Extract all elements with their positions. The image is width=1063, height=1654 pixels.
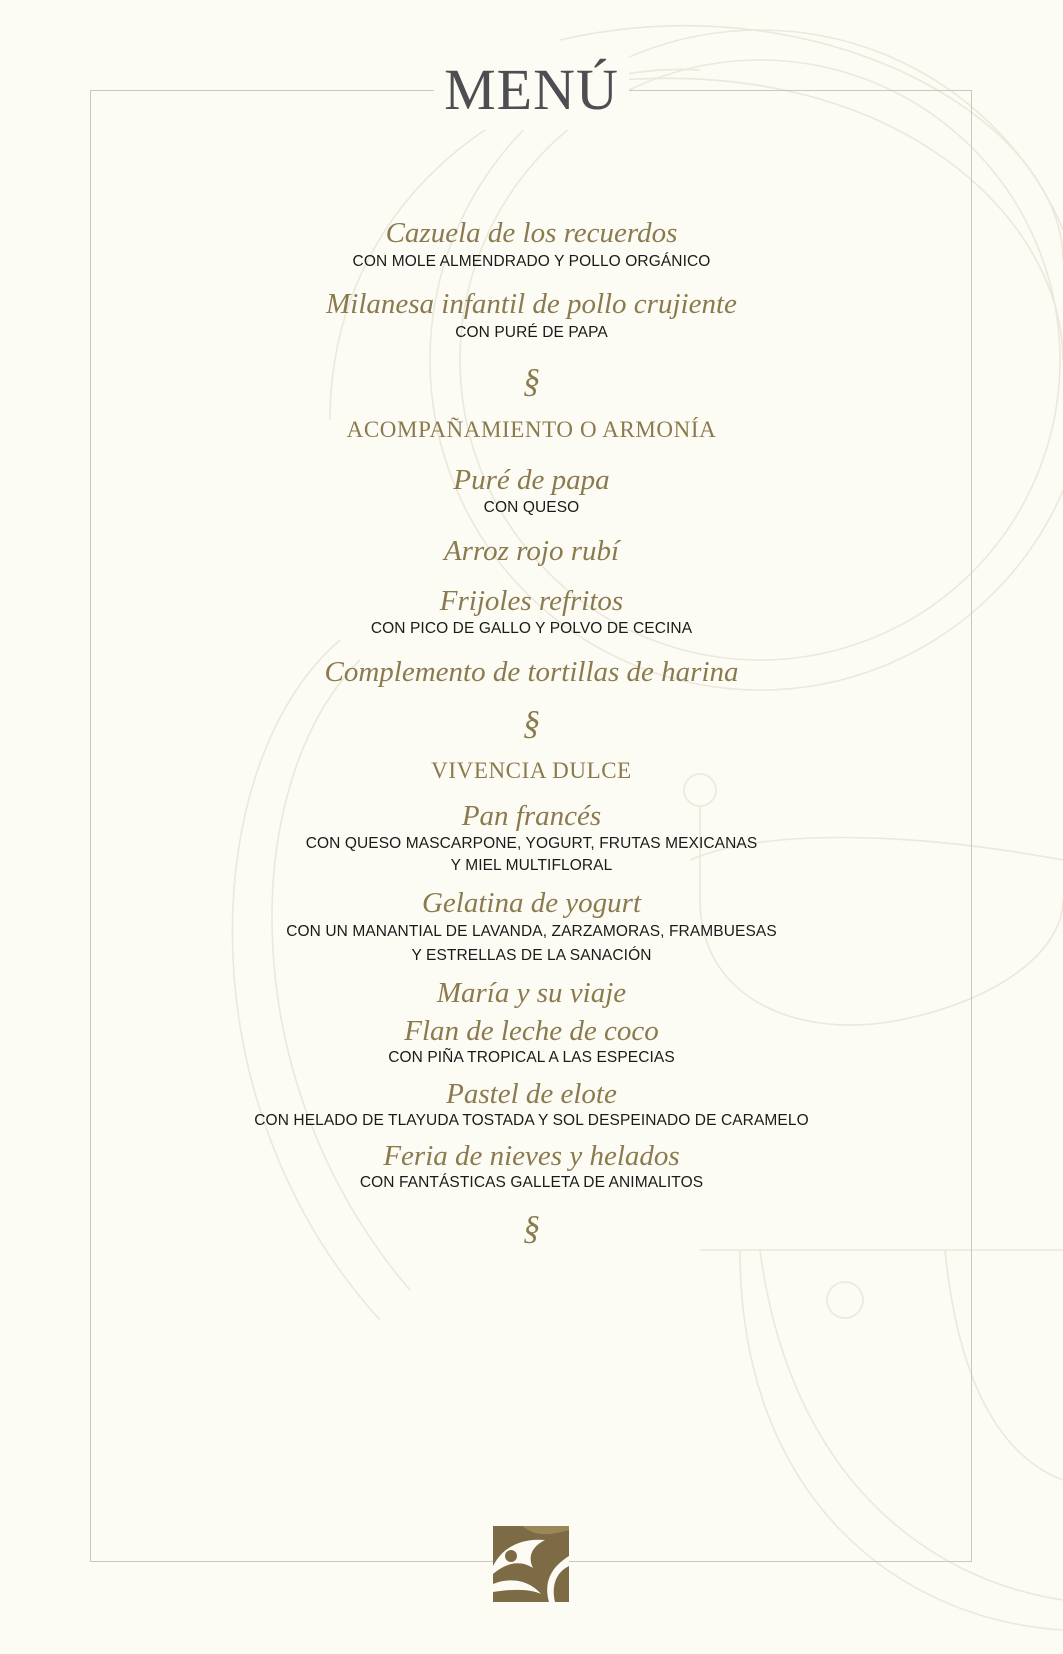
section-heading-dulce: VIVENCIA DULCE	[431, 758, 632, 783]
dish-description: Y MIEL MULTIFLORAL	[450, 857, 613, 874]
dish-description: CON FANTÁSTICAS GALLETA DE ANIMALITOS	[359, 1174, 704, 1191]
dish-name: Gelatina de yogurt	[421, 887, 642, 919]
dish-name: Pan francés	[461, 800, 602, 832]
section-separator: §	[523, 363, 540, 400]
dish-name: Frijoles refritos	[439, 585, 624, 617]
dish-name: María y su viaje	[436, 977, 627, 1009]
dish-name: Puré de papa	[453, 464, 610, 496]
dish-name: Complemento de tortillas de harina	[324, 656, 739, 688]
dish-description: CON PIÑA TROPICAL A LAS ESPECIAS	[388, 1049, 675, 1066]
dish-description: CON UN MANANTIAL DE LAVANDA, ZARZAMORAS, FRAMBUESAS	[286, 923, 777, 940]
dish-name: Flan de leche de coco	[404, 1015, 659, 1047]
dish-description: CON PICO DE GALLO Y POLVO DE CECINA	[370, 620, 693, 637]
dish-name: Arroz rojo rubí	[443, 535, 620, 567]
dish-description: Y ESTRELLAS DE LA SANACIÓN	[411, 947, 652, 964]
dish-description: CON QUESO MASCARPONE, YOGURT, FRUTAS MEXICANAS	[305, 835, 758, 852]
dish-description: CON PURÉ DE PAPA	[455, 324, 608, 341]
dish-description: CON QUESO	[483, 499, 580, 516]
swirl-logo-icon	[493, 1526, 569, 1602]
dish-description: CON HELADO DE TLAYUDA TOSTADA Y SOL DESPEINADO DE CARAMELO	[254, 1112, 809, 1129]
dish-name: Milanesa infantil de pollo crujiente	[326, 288, 737, 320]
dish-name: Feria de nieves y helados	[383, 1140, 680, 1172]
menu-title: MENÚ	[434, 50, 629, 130]
dish-name: Pastel de elote	[446, 1078, 617, 1110]
section-separator: §	[523, 705, 540, 742]
dish-description: CON MOLE ALMENDRADO Y POLLO ORGÁNICO	[352, 253, 711, 270]
section-heading-acompanamiento: ACOMPAÑAMIENTO O ARMONÍA	[346, 417, 717, 442]
dish-name: Cazuela de los recuerdos	[385, 217, 678, 249]
section-separator: §	[523, 1210, 540, 1247]
